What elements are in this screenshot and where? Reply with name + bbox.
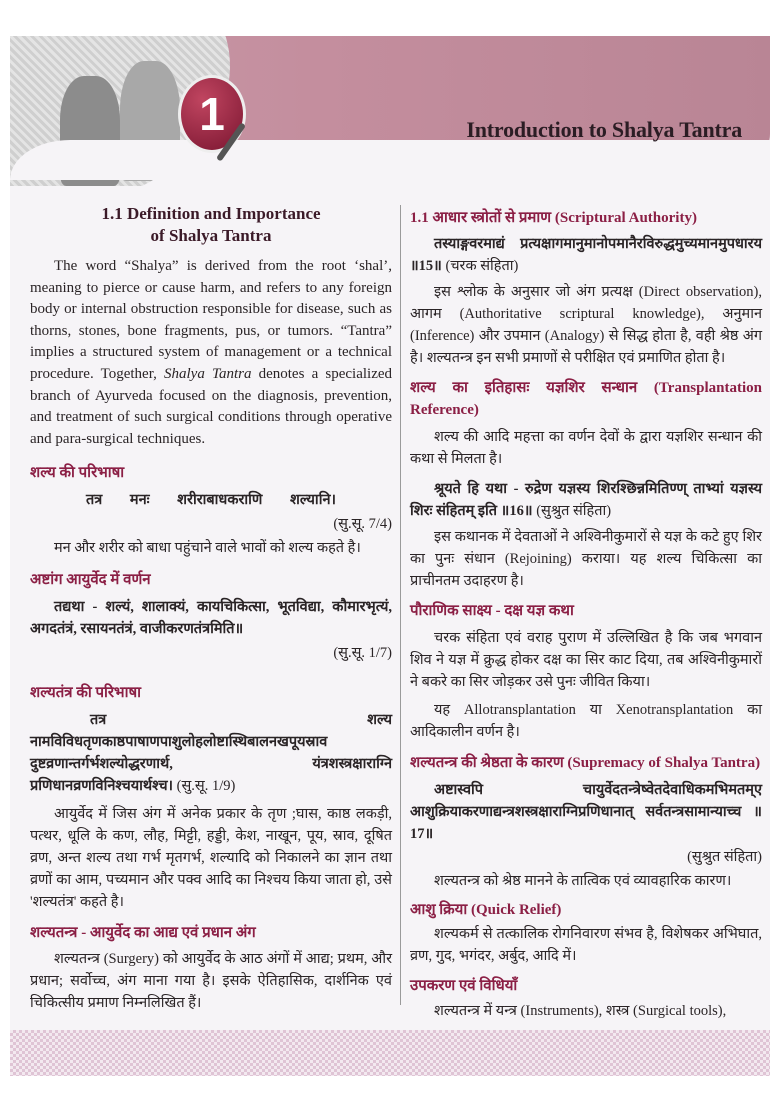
- heading-transplantation: शल्य का इतिहासः यज्ञशिर सन्धान (Transplantation Reference): [410, 380, 762, 418]
- paragraph-quick-relief: शल्यकर्म से तत्कालिक रोगनिवारण संभव है, विशेषकर अभिघात, व्रण, गुद, भगंदर, अर्बुद, आदि में।: [410, 926, 762, 964]
- verse-text: श्रूयते हि यथा - रुद्रेण यज्ञस्य शिरश्छिन्नमितिण्ण् ताभ्यां यज्ञस्य शिरः संहितम् इति ॥16॥: [410, 481, 762, 519]
- footer-pattern: [10, 1030, 770, 1076]
- paragraph-rejoining: इस कथानक में देवताओं ने अश्विनीकुमारों से यज्ञ के कटे हुए शिर का पुनः संधान (Rejoining) कराया। यह शल्य चिकित्सा का प्राचीनतम उदाहरण है।: [410, 529, 762, 589]
- section-title-line: of Shalya Tantra: [150, 226, 272, 245]
- heading-ashtanga: अष्टांग आयुर्वेद में वर्णन: [30, 572, 151, 589]
- verse-transplantation: [410, 478, 762, 522]
- heading-adya-anga: शल्यतन्त्र - आयुर्वेद का आद्य एवं प्रधान अंग: [30, 925, 256, 942]
- paragraph-daksha: चरक संहिता एवं वराह पुराण में उल्लिखित है कि जब भगवान शिव ने यज्ञ में क्रुद्ध होकर दक्ष का सिर काट दिया, तब अश्विनीकुमारों ने बकरे का सिर जोड़कर उसे पुनः जीवित किया।: [410, 630, 762, 690]
- chapter-number-badge: 1: [178, 75, 246, 153]
- heading-daksha-yagna: पौराणिक साक्ष्य - दक्ष यज्ञ कथा: [410, 603, 574, 619]
- verse-shalya: तत्र मनः शरीराबाधकराणि शल्यानि।: [86, 492, 336, 509]
- intro-italic-term: Shalya Tantra: [164, 365, 252, 382]
- paragraph-tools: शल्यतन्त्र में यन्त्र (Instruments), शस्त्र (Surgical tools),: [434, 1003, 727, 1019]
- right-column: [410, 207, 762, 1022]
- paragraph-scriptural: इस श्लोक के अनुसार जो अंग प्रत्यक्ष (Direct observation), आगम (Authoritative scriptural knowledge), अनुमान (Inference) और उपमान (Analogy) से सिद्ध होता है, वही श्रेष्ठ अंग है। शल्यतन्त्र इन सभी प्रमाणों से परीक्षित एवं प्रमाणित होता है।: [410, 284, 762, 366]
- banner-curve: [10, 140, 770, 180]
- reference-ashtanga: (सु.सू. 1/7): [333, 645, 392, 662]
- reference-transplantation: (सुश्रुत संहिता): [536, 503, 612, 519]
- paragraph-supremacy: शल्यतन्त्र को श्रेष्ठ मानने के तात्विक एवं व्यावहारिक कारण।: [434, 873, 732, 889]
- heading-quick-relief: आशु क्रिया (Quick Relief): [410, 902, 562, 918]
- reference-scriptural: (चरक संहिता): [445, 258, 519, 274]
- intro-text: The word “Shalya” is derived from the root ‘shal’, meaning to pierce or cause harm, and refers to any foreign body or internal obstruction responsible for disease, such as thorns, stones, bone fragments, pus, or tumors. “Tantra” implies a structured system of management or a technical procedure. Together,: [30, 258, 392, 382]
- intro-text: denotes a specialized branch of Ayurveda focused on the diagnosis, prevention, and treatment of such surgical conditions through operative and para-surgical techniques.: [30, 365, 393, 447]
- paragraph-transplantation: शल्य की आदि महत्ता का वर्णन देवों के द्वारा यज्ञशिर सन्धान की कथा से मिलता है।: [410, 429, 762, 467]
- reference-shalya: (सु.सू. 7/4): [333, 516, 392, 533]
- heading-shalya-definition: शल्य की परिभाषा: [30, 465, 125, 482]
- column-divider: [400, 205, 401, 1005]
- verse-scriptural: [410, 233, 762, 277]
- verse-shalyatantra: [30, 709, 392, 797]
- heading-supremacy: शल्यतन्त्र की श्रेष्ठता के कारण (Supremacy of Shalya Tantra): [410, 755, 761, 771]
- reference-supremacy: (सुश्रुत संहिता): [687, 849, 762, 865]
- verse-text: तस्याङ्गवरमाद्यं प्रत्यक्षागमानुमानोपमानैरविरुद्धमुच्यमानमुपधारय ॥15॥: [410, 236, 762, 274]
- heading-scriptural-authority: 1.1 आधार स्त्रोतों से प्रमाण (Scriptural Authority): [410, 210, 697, 226]
- verse-ashtanga: तद्यथा - शल्यं, शालाक्यं, कायचिकित्सा, भूतविद्या, कौमारभृत्यं, अगदतंत्रं, रसायनतंत्रं, वाजीकरणतंत्रमिति॥: [30, 599, 392, 638]
- paragraph-adya-anga: शल्यतन्त्र (Surgery) को आयुर्वेद के आठ अंगों में आद्य; प्रथम, और प्रधान; सर्वोच्च, अंग माना गया है। इसके ऐतिहासिक, दार्शनिक एवं चिकित्सीय प्रमाण निम्नलिखित हैं।: [30, 951, 392, 1012]
- paragraph-shalyatantra: आयुर्वेद में जिस अंग में अनेक प्रकार के तृण ;घास, काष्ठ लकड़ी, पत्थर, धूलि के कण, लौह, मिट्टी, हड्डी, केश, नाखून, पूय, स्राव, दूषित व्रण, अन्त शल्य तथा गर्भ मृतगर्भ, शल्यादि को निकालने का ज्ञान तथा व्रणों का आम, पच्यमान और पक्व आदि का निश्चय किया जाता हो, उसे 'शल्यतंत्र' कहते है।: [30, 806, 392, 911]
- section-title: [30, 203, 392, 247]
- verse-supremacy: अष्टास्वपि चायुर्वेदतन्त्रेष्वेतदेवाधिकमभिमतम्ए आशुक्रियाकरणाद्यन्त्रशस्त्रक्षाराग्निप्रणिधानात् सर्वतन्त्रसामान्याच्च ॥17॥: [410, 782, 762, 842]
- left-column: [30, 203, 392, 1014]
- section-title-line: 1.1 Definition and Importance: [101, 204, 321, 223]
- paragraph-shalya: मन और शरीर को बाधा पहुंचाने वाले भावों को शल्य कहते है।: [54, 540, 361, 557]
- heading-tools: उपकरण एवं विधियाँ: [410, 978, 518, 994]
- verse-text: तत्र शल्य नामविविधतृणकाष्ठपाषाणपाशुलोहलोष्टास्थिबालनखपूयस्राव दुष्टव्रणान्तर्गर्भशल्योद्धरणार्थ, यंत्रशस्त्रक्षाराग्नि प्रणिधानव्रणविनिश्चयार्थश्च।: [30, 712, 392, 795]
- paragraph-xenotransplantation: यह Allotransplantation या Xenotransplantation का आदिकालीन वर्णन है।: [410, 702, 762, 740]
- heading-shalyatantra-definition: शल्यतंत्र की परिभाषा: [30, 685, 142, 702]
- intro-paragraph: [30, 256, 392, 450]
- chapter-title: Introduction to Shalya Tantra: [466, 117, 742, 142]
- reference-shalyatantra: (सु.सू. 1/9): [176, 778, 236, 795]
